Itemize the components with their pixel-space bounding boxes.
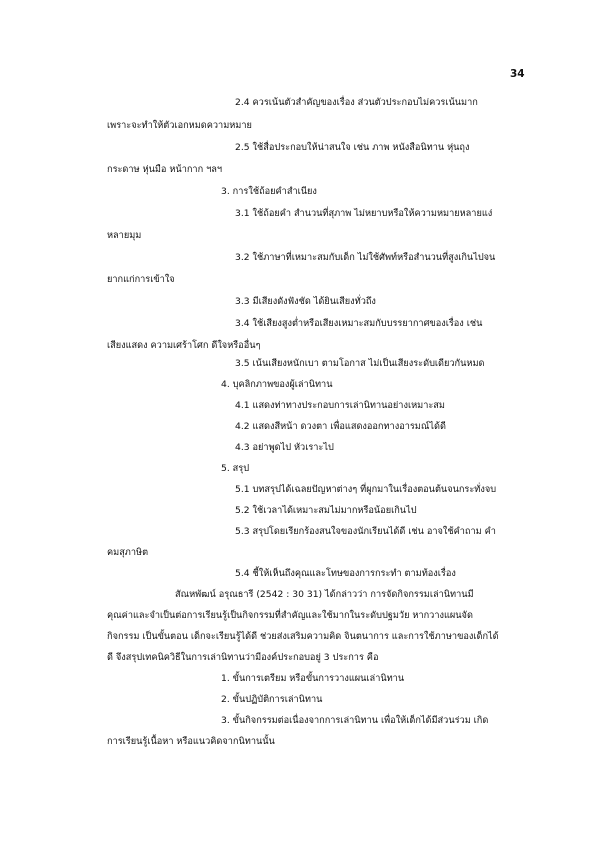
text-line: หลายมุม	[107, 230, 142, 241]
text-line: 5. สรุป	[221, 463, 250, 474]
text-line: คุณค่าและจำเป็นต่อการเรียนรู้เป็นกิจกรรมที่สำคัญและใช้มากในระดับปฐมวัย หากวางแผนจัด	[107, 610, 473, 621]
text-line: 2. ขั้นปฏิบัติการเล่านิทาน	[221, 694, 323, 705]
text-line: การเรียนรู้เนื้อหา หรือแนวคิดจากนิทานนั้น	[107, 736, 275, 747]
text-line: 4.2 แสดงสีหน้า ดวงตา เพื่อแสดงออกทางอารมณ์ได้ดี	[235, 421, 446, 432]
text-line: 5.3 สรุปโดยเรียกร้องสนใจของนักเรียนได้ดี เช่น อาจใช้คำถาม คำ	[235, 526, 496, 537]
text-line: 1. ขั้นการเตรียม หรือขั้นการวางแผนเล่านิทาน	[221, 673, 405, 684]
text-line: 3.5 เน้นเสียงหนักเบา ตามโอกาส ไม่เป็นเสียงระดับเดียวกันหมด	[235, 358, 485, 369]
text-line: 4. บุคลิกภาพของผู้เล่านิทาน	[221, 379, 333, 390]
text-line: ยากแก่การเข้าใจ	[107, 274, 175, 285]
text-line: 5.1 บทสรุปได้เฉลยปัญหาต่างๆ ที่ผูกมาในเรื่องตอนต้นจนกระทั่งจบ	[235, 484, 497, 495]
text-line: ดี จึงสรุปเทคนิควิธีในการเล่านิทานว่ามีองค์ประกอบอยู่ 3 ประการ คือ	[107, 652, 379, 663]
text-line: 3.4 ใช้เสียงสูงต่ำหรือเสียงเหมาะสมกับบรรยากาศของเรื่อง เช่น	[235, 318, 483, 329]
text-line: 2.5 ใช้สื่อประกอบให้น่าสนใจ เช่น ภาพ หนังสือนิทาน หุ่นถุง	[235, 142, 470, 153]
text-line: 4.1 แสดงท่าทางประกอบการเล่านิทานอย่างเหมาะสม	[235, 400, 445, 411]
text-line: กิจกรรม เป็นขั้นตอน เด็กจะเรียนรู้ได้ดี ช่วยส่งเสริมความคิด จินตนาการ และการใช้ภาษาของเด็กได้	[107, 631, 499, 642]
text-line: 5.4 ชี้ให้เห็นถึงคุณและโทษของการกระทำ ตามท้องเรื่อง	[235, 568, 456, 579]
text-line: 3.1 ใช้ถ้อยคำ สำนวนที่สุภาพ ไม่หยาบหรือให้ความหมายหลายแง่	[235, 208, 493, 219]
text-line: 5.2 ใช้เวลาได้เหมาะสมไม่มากหรือน้อยเกินไป	[235, 505, 417, 516]
text-line: คมสุภาษิต	[107, 547, 149, 558]
text-line: กระดาษ หุ่นมือ หน้ากาก ฯลฯ	[107, 164, 223, 175]
text-line: สัณหพัฒน์ อรุณธารี (2542 : 30 31) ได้กล่าวว่า การจัดกิจกรรมเล่านิทานมี	[175, 589, 474, 600]
text-line: 4.3 อย่าพูดไป หัวเราะไป	[235, 442, 334, 453]
text-line: 3. การใช้ถ้อยคำสำเนียง	[221, 186, 317, 197]
page-number: 34	[510, 68, 525, 80]
text-line: 3.2 ใช้ภาษาที่เหมาะสมกับเด็ก ไม่ใช้ศัพท์หรือสำนวนที่สูงเกินไปจน	[235, 252, 496, 263]
text-line: 2.4 ควรเน้นตัวสำคัญของเรื่อง ส่วนตัวประกอบไม่ควรเน้นมาก	[235, 97, 478, 108]
text-line: เพราะจะทำให้ตัวเอกหมดความหมาย	[107, 120, 252, 131]
text-line: 3.3 มีเสียงดังฟังชัด ได้ยินเสียงทั่วถึง	[235, 296, 376, 307]
text-line: 3. ขั้นกิจกรรมต่อเนื่องจากการเล่านิทาน เพื่อให้เด็กได้มีส่วนร่วม เกิด	[221, 715, 489, 726]
text-line: เสียงแสดง ความเศร้าโศก ดีใจหรืออื่นๆ	[107, 340, 261, 351]
